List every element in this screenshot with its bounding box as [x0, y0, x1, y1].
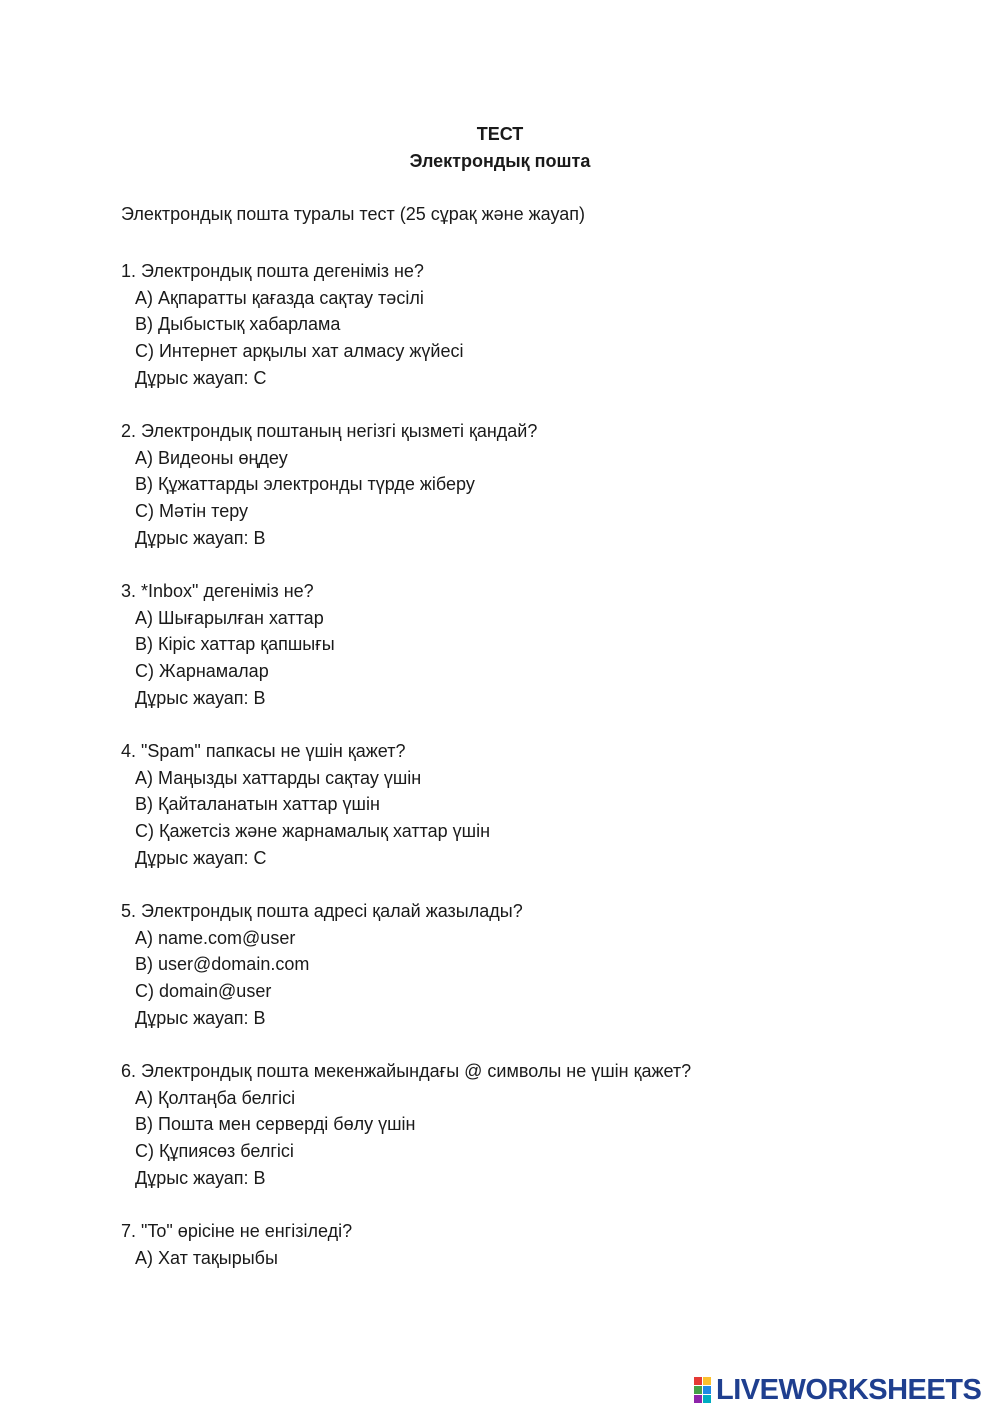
question-text: 7. "To" өрісіне не енгізіледі? — [121, 1221, 353, 1241]
option-c: C) Интернет арқылы хат алмасу жүйесі — [135, 341, 464, 362]
logo-square — [694, 1377, 702, 1385]
question-text: 2. Электрондық поштаның негізгі қызметі қандай? — [121, 421, 538, 441]
logo-square — [703, 1386, 711, 1394]
option-b: B) Қайталанатын хаттар үшін — [135, 794, 380, 815]
logo-square — [703, 1395, 711, 1403]
option-a: A) Шығарылған хаттар — [135, 607, 324, 628]
logo-text: LIVEWORKSHEETS — [716, 1373, 982, 1406]
question-block — [121, 418, 921, 578]
option-b: B) user@domain.com — [135, 954, 310, 975]
option-a: A) Ақпаратты қағазда сақтау тәсілі — [135, 287, 424, 308]
question-block — [121, 1218, 921, 1378]
question-block — [121, 738, 921, 898]
question-text: 6. Электрондық пошта мекенжайындағы @ символы не үшін қажет? — [121, 1061, 692, 1081]
option-c: C) Құпиясөз белгісі — [135, 1141, 294, 1162]
option-c: C) domain@user — [135, 981, 272, 1002]
question-block — [121, 258, 921, 418]
question-text: 3. *Inbox" дегеніміз не? — [121, 581, 314, 601]
option-a: A) name.com@user — [135, 927, 296, 948]
option-a: A) Видеоны өңдеу — [135, 447, 288, 468]
liveworksheets-logo-icon — [694, 1377, 711, 1403]
option-a: A) Қолтаңба белгісі — [135, 1087, 296, 1108]
question-text: 1. Электрондық пошта дегеніміз не? — [121, 261, 424, 281]
option-c: C) Мәтін теру — [135, 501, 249, 522]
question-text: 4. "Spam" папкасы не үшін қажет? — [121, 741, 406, 761]
page-subtitle: Электрондық пошта — [409, 151, 591, 171]
correct-answer: Дұрыс жауап: B — [135, 1167, 266, 1188]
test-intro: Электрондық пошта туралы тест (25 сұрақ және жауап) — [121, 204, 586, 224]
correct-answer: Дұрыс жауап: B — [135, 1007, 266, 1028]
logo-square — [694, 1395, 702, 1403]
question-block — [121, 578, 921, 738]
correct-answer: Дұрыс жауап: C — [135, 847, 267, 868]
logo-square — [694, 1386, 702, 1394]
option-a: A) Хат тақырыбы — [135, 1247, 278, 1268]
option-c: C) Қажетсіз және жарнамалық хаттар үшін — [135, 821, 491, 842]
correct-answer: Дұрыс жауап: B — [135, 527, 266, 548]
option-b: B) Дыбыстық хабарлама — [135, 314, 341, 335]
option-b: B) Пошта мен серверді бөлу үшін — [135, 1114, 416, 1135]
question-text: 5. Электрондық пошта адресі қалай жазылады? — [121, 901, 523, 921]
logo-square — [703, 1377, 711, 1385]
correct-answer: Дұрыс жауап: C — [135, 367, 267, 388]
option-b: B) Кіріс хаттар қапшығы — [135, 634, 335, 655]
option-b: B) Құжаттарды электронды түрде жіберу — [135, 474, 475, 495]
option-a: A) Маңызды хаттарды сақтау үшін — [135, 767, 422, 788]
correct-answer: Дұрыс жауап: B — [135, 687, 266, 708]
liveworksheets-logo[interactable] — [694, 1375, 981, 1405]
question-block — [121, 898, 921, 1058]
question-list — [121, 258, 921, 1378]
option-c: C) Жарнамалар — [135, 661, 269, 682]
question-block — [121, 1058, 921, 1218]
page-title: ТЕСТ — [476, 124, 524, 144]
